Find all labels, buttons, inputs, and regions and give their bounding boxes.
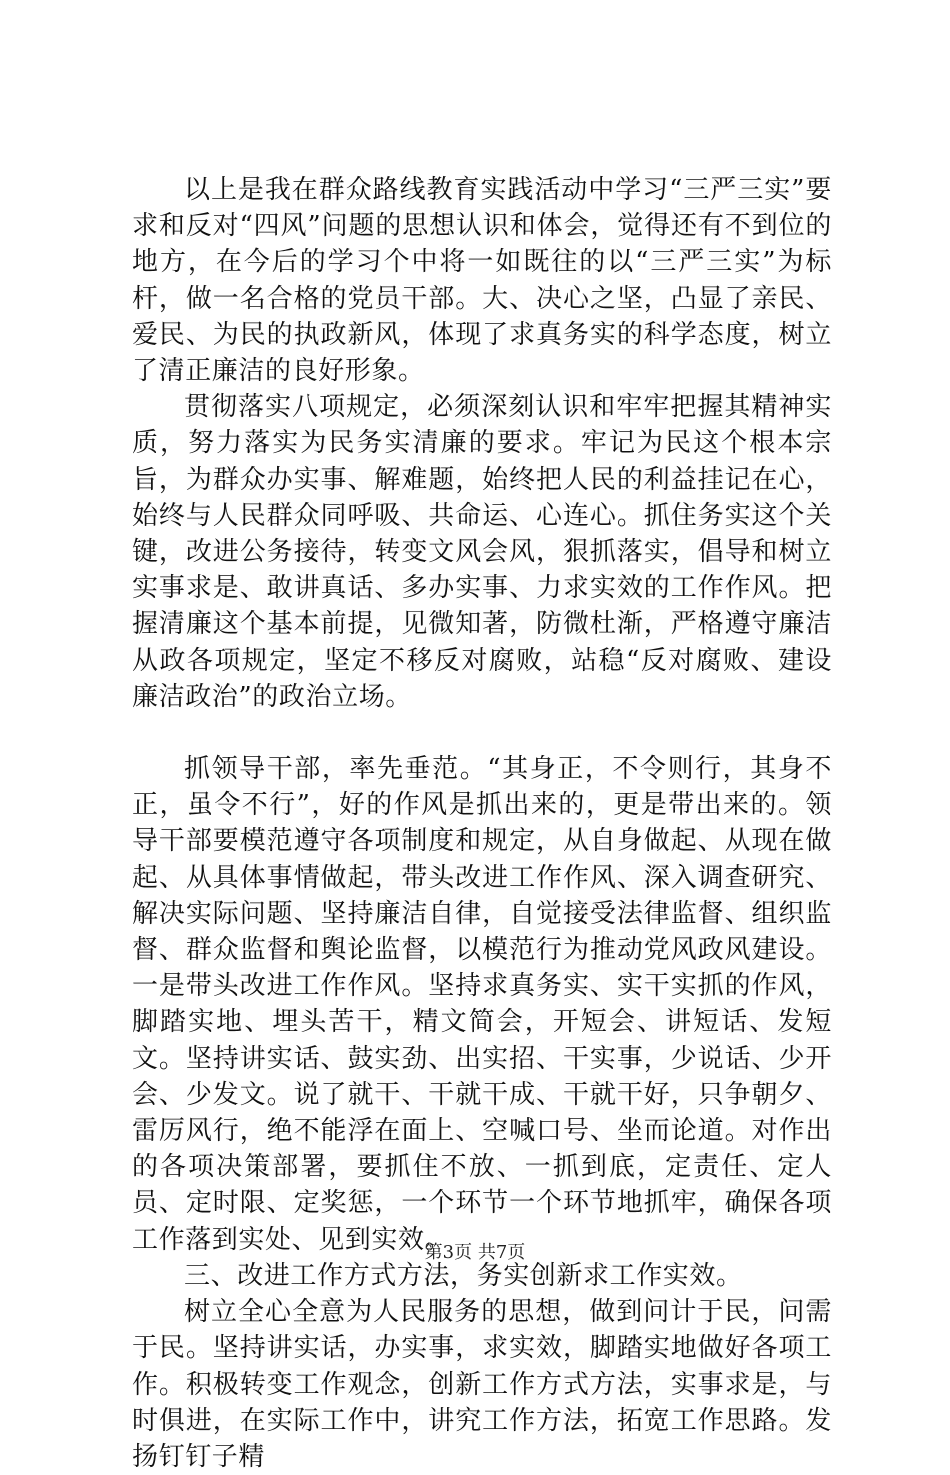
paragraph-4: 树立全心全意为人民服务的思想，做到问计于民，问需于民。坚持讲实话，办实事，求实效，脚踏实地做好各项工作。积极转变工作观念，创新工作方式方法，实事求是，与时俱进，在实际工作中，讲究工作方法，拓宽工作思路。发扬钉钉子精 [132,1297,832,1472]
paragraph-2: 贯彻落实八项规定，必须深刻认识和牢牢把握其精神实质，努力落实为民务实清廉的要求。牢记为民这个根本宗旨，为群众办实事、解难题，始终把人民的利益挂记在心，始终与人民群众同呼吸、共命运、心连心。抓住务实这个关键，改进公务接待，转变文风会风，狠抓落实，倡导和树立实事求是、敢讲真话、多办实事、力求实效的工作作风。把握清廉这个基本前提，见微知著，防微杜渐，严格遵守廉洁从政各项规定，坚定不移反对腐败，站稳“反对腐败、建设廉洁政治”的政治立场。 [132,392,832,712]
page-number-footer: 第3页 共7页 [424,1242,526,1263]
paragraph-3: 抓领导干部，率先垂范。“其身正，不令则行，其身不正，虽令不行”，好的作风是抓出来的，更是带出来的。领导干部要模范遵守各项制度和规定，从自身做起、从现在做起、从具体事情做起，带头改进工作作风、深入调查研究、解决实际问题、坚持廉洁自律，自觉接受法律监督、组织监督、群众监督和舆论监督，以模范行为推动党风政风建设。一是带头改进工作作风。坚持求真务实、实干实抓的作风，脚踏实地、埋头苦干，精文简会，开短会、讲短话、发短文。坚持讲实话、鼓实劲、出实招、干实事，少说话、少开会、少发文。说了就干、干就干成、干就干好，只争朝夕、雷厉风行，绝不能浮在面上、空喊口号、坐而论道。对作出的各项决策部署，要抓住不放、一抓到底，定责任、定人员、定时限、定奖惩，一个环节一个环节地抓牢，确保各项工作落到实处、见到实效。 [132,754,832,1255]
paragraph-1: 以上是我在群众路线教育实践活动中学习“三严三实”要求和反对“四风”问题的思想认识和体会，觉得还有不到位的地方，在今后的学习个中将一如既往的以“三严三实”为标杆，做一名合格的党员干部。大、决心之坚，凸显了亲民、爱民、为民的执政新风，体现了求真务实的科学态度，树立了清正廉洁的良好形象。 [132,175,832,387]
section-heading: 三、改进工作方式方法，务实创新求工作实效。 [184,1260,743,1291]
paragraph-spacer [132,715,832,751]
document-body [132,172,832,1475]
